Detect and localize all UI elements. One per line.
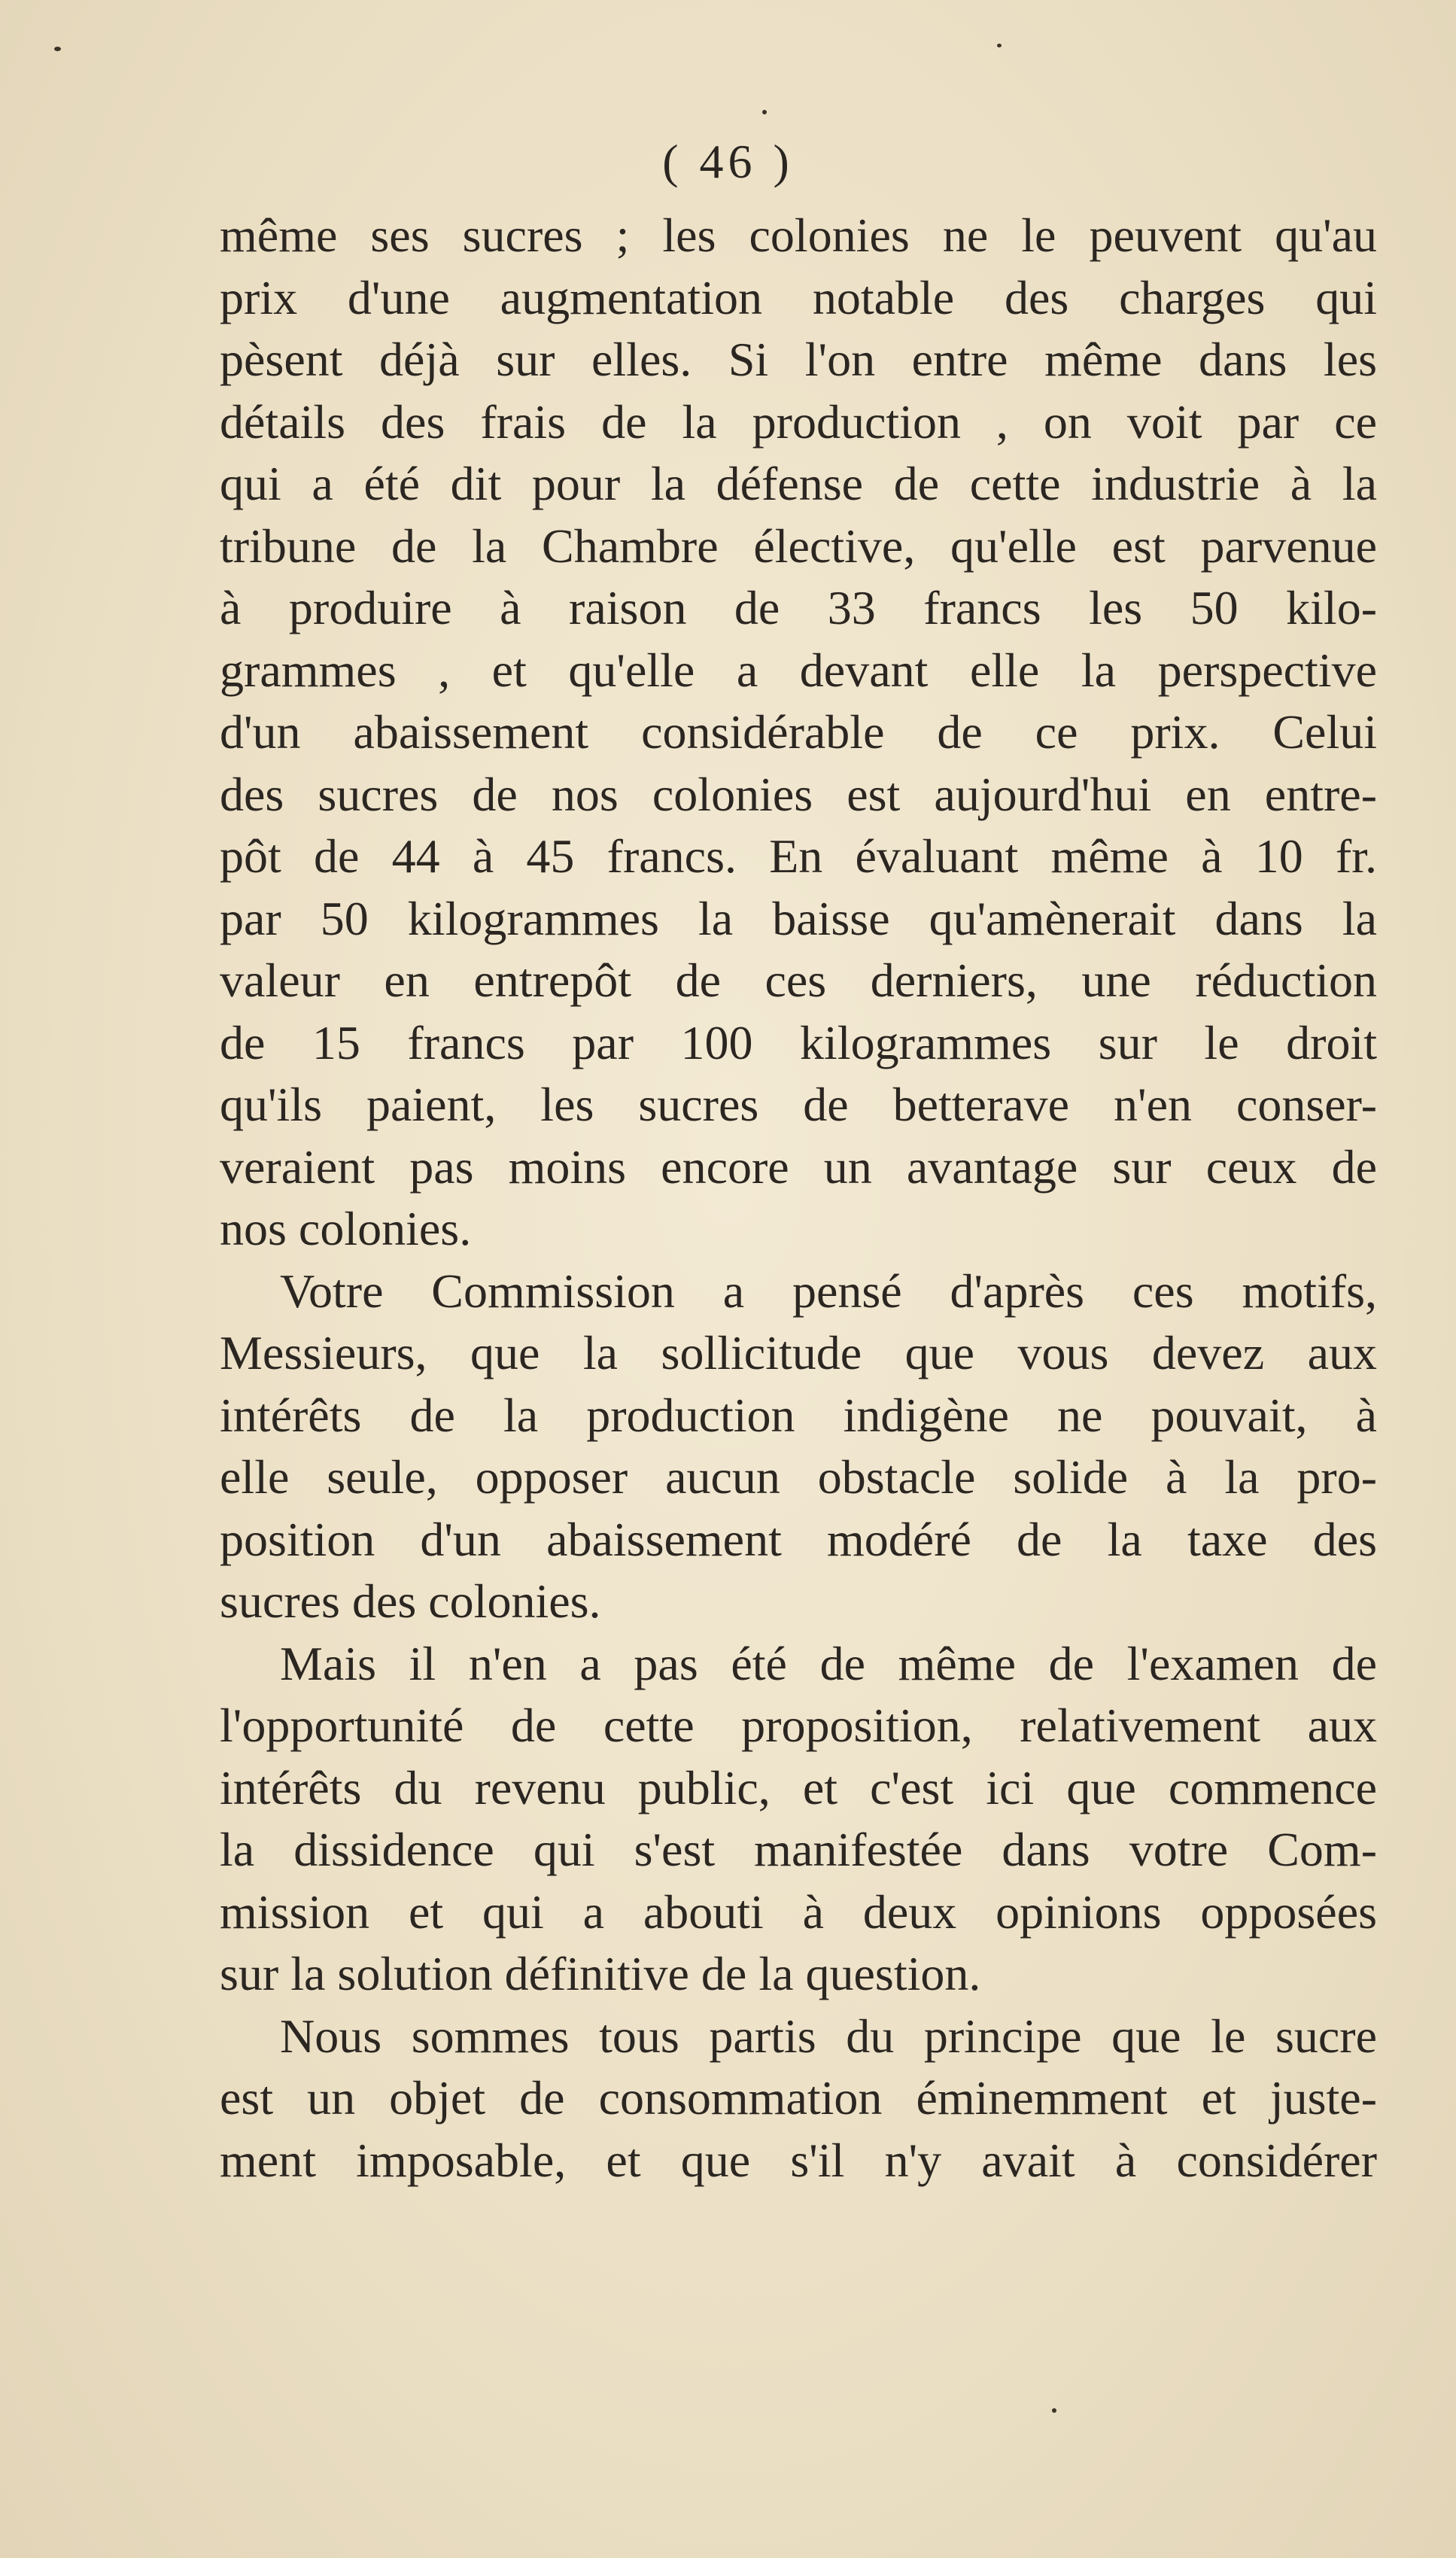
- text-line: prix d'une augmentation notable des charges qui: [220, 270, 1377, 324]
- text-line: sur la solution définitive de la question.: [220, 1947, 981, 2000]
- text-line: intérêts du revenu public, et c'est ici que commence: [220, 1760, 1377, 1814]
- page-number: ( 46 ): [662, 135, 794, 188]
- ink-speck: [1052, 2408, 1056, 2413]
- ink-speck: [762, 110, 767, 114]
- ink-speck: [54, 47, 61, 51]
- text-line: des sucres de nos colonies est aujourd'hui en entre-: [220, 767, 1377, 821]
- text-line: position d'un abaissement modéré de la taxe des: [220, 1512, 1377, 1566]
- text-line: par 50 kilogrammes la baisse qu'amènerait dans la: [220, 891, 1377, 945]
- text-line: Nous sommes tous partis du principe que le sucre: [280, 2009, 1377, 2063]
- text-line: de 15 francs par 100 kilogrammes sur le droit: [220, 1015, 1377, 1069]
- text-line: valeur en entrepôt de ces derniers, une réduction: [220, 954, 1377, 1007]
- text-line: est un objet de consommation éminemment et juste-: [220, 2071, 1377, 2125]
- ink-speck: [997, 44, 1002, 47]
- text-line: qu'ils paient, les sucres de betterave n'en conser-: [220, 1078, 1377, 1131]
- text-line: à produire à raison de 33 francs les 50 kilo-: [220, 581, 1377, 634]
- text-line: même ses sucres ; les colonies ne le peuvent qu'au: [220, 208, 1377, 262]
- text-line: qui a été dit pour la défense de cette industrie à la: [220, 457, 1377, 510]
- text-line: Votre Commission a pensé d'après ces motifs,: [280, 1264, 1377, 1318]
- text-line: nos colonies.: [220, 1202, 472, 1255]
- text-line: ment imposable, et que s'il n'y avait à considérer: [220, 2133, 1377, 2187]
- text-line: veraient pas moins encore un avantage sur ceux de: [220, 1139, 1377, 1194]
- text-line: intérêts de la production indigène ne pouvait, à: [220, 1388, 1377, 1442]
- text-line: grammes , et qu'elle a devant elle la perspective: [220, 643, 1377, 697]
- text-line: pèsent déjà sur elles. Si l'on entre même dans les: [220, 333, 1377, 386]
- text-line: Messieurs, que la sollicitude que vous devez aux: [220, 1326, 1377, 1379]
- text-line: tribune de la Chambre élective, qu'elle est parvenue: [220, 519, 1377, 573]
- text-line: détails des frais de la production , on voit par ce: [220, 394, 1377, 449]
- body-text: [220, 205, 1377, 2191]
- text-line: l'opportunité de cette proposition, relativement aux: [220, 1699, 1377, 1752]
- text-line: pôt de 44 à 45 francs. En évaluant même à 10 fr.: [220, 829, 1377, 883]
- text-line: d'un abaissement considérable de ce prix. Celui: [220, 705, 1377, 759]
- text-line: mission et qui a abouti à deux opinions opposées: [220, 1884, 1377, 1939]
- text-line: la dissidence qui s'est manifestée dans votre Com-: [220, 1823, 1377, 1876]
- text-line: elle seule, opposer aucun obstacle solide à la pro-: [220, 1450, 1377, 1504]
- text-line: sucres des colonies.: [220, 1574, 601, 1628]
- text-line: Mais il n'en a pas été de même de l'examen de: [280, 1636, 1377, 1690]
